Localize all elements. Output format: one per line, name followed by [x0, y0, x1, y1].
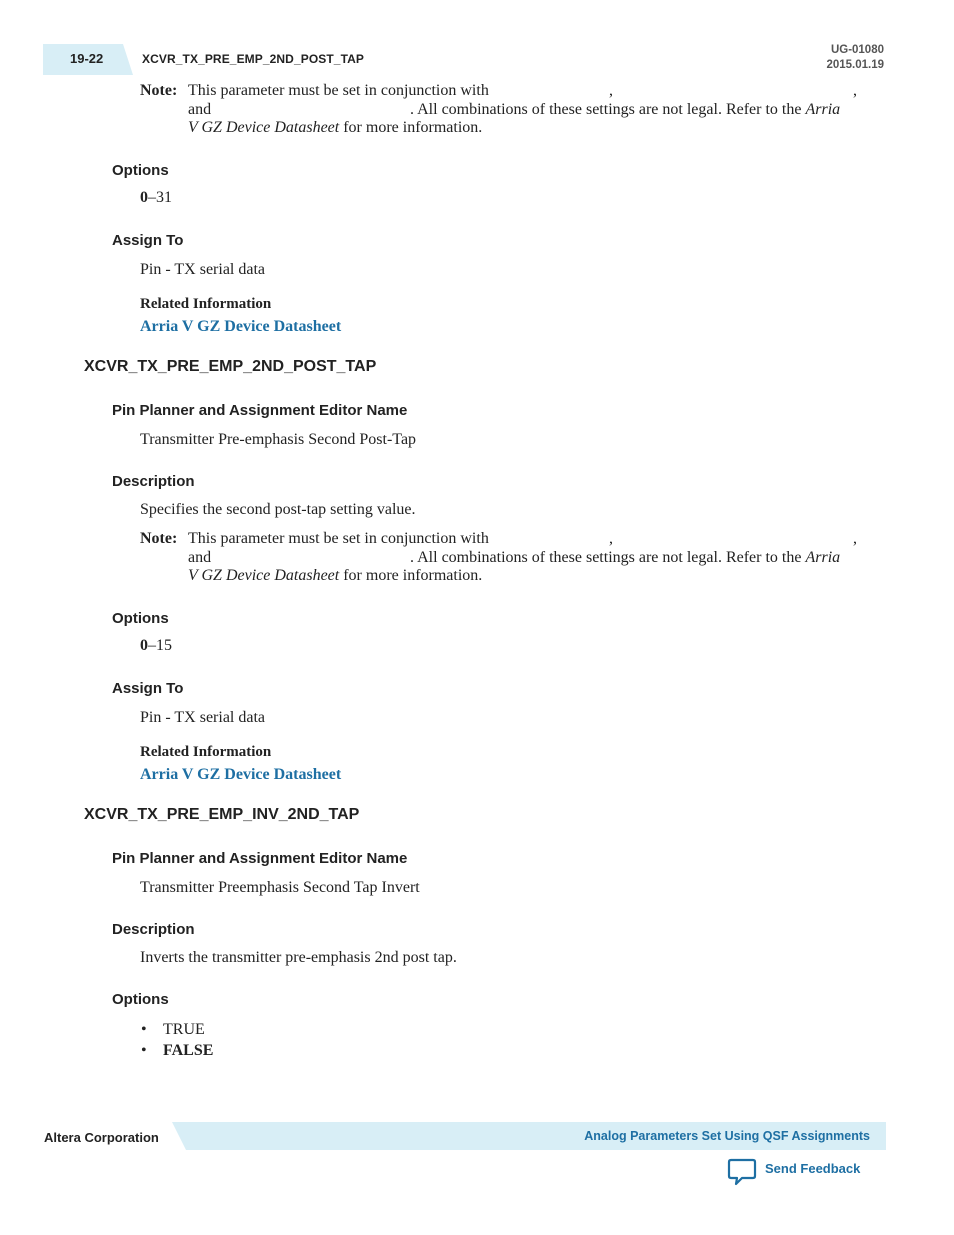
note-line3-rest: for more information. [343, 567, 483, 584]
assign-heading: Assign To [112, 680, 184, 697]
note-line2-italic: Arria [805, 100, 841, 118]
bullet: • [141, 1042, 147, 1059]
list-item [140, 1040, 213, 1061]
assign-value: Pin - TX serial data [140, 261, 266, 278]
assign-heading: Assign To [112, 232, 184, 249]
options-heading: Options [112, 162, 169, 179]
page-number: 19-22 [70, 51, 104, 66]
running-head: XCVR_TX_PRE_EMP_2ND_POST_TAP [142, 52, 364, 66]
description-value: Inverts the transmitter pre-emphasis 2nd post tap. [140, 949, 457, 966]
note-line3-italic: V GZ Device Datasheet [188, 567, 340, 584]
section-title-2nd-post-tap: XCVR_TX_PRE_EMP_2ND_POST_TAP [84, 358, 377, 375]
option-true: TRUE [163, 1021, 205, 1038]
note-line2-b: . All combinations of these settings are not legal. Refer to the [410, 100, 802, 118]
note-line3-rest: for more information. [343, 119, 483, 136]
company-name: Altera Corporation [44, 1130, 159, 1145]
description-heading: Description [112, 921, 195, 938]
note-line1-b: , [609, 530, 613, 547]
options-list [140, 1019, 213, 1061]
options-heading: Options [112, 991, 169, 1008]
note-line1-b: , [609, 82, 613, 99]
pin-planner-value: Transmitter Preemphasis Second Tap Invert [140, 879, 420, 896]
send-feedback-button[interactable] [727, 1158, 860, 1188]
section-title-inv-2nd-tap: XCVR_TX_PRE_EMP_INV_2ND_TAP [84, 806, 360, 823]
note-text [188, 82, 868, 138]
note-line2-a: and [188, 100, 212, 118]
doc-info [826, 43, 884, 73]
doc-id: UG-01080 [830, 44, 884, 56]
pin-planner-value: Transmitter Pre-emphasis Second Post-Tap [140, 431, 417, 448]
chapter-title-link[interactable]: Analog Parameters Set Using QSF Assignments [584, 1129, 870, 1143]
list-item [140, 1019, 213, 1040]
note-label: Note: [140, 530, 178, 547]
datasheet-link[interactable]: Arria V GZ Device Datasheet [140, 318, 342, 335]
speech-bubble-icon [727, 1158, 757, 1186]
options-bold: 0 [140, 189, 148, 206]
note-line1-c: , [853, 82, 857, 99]
datasheet-link[interactable]: Arria V GZ Device Datasheet [140, 766, 342, 783]
description-value: Specifies the second post-tap setting value. [140, 501, 416, 518]
note-line1-a: This parameter must be set in conjunction with [188, 530, 489, 547]
description-heading: Description [112, 473, 195, 490]
options-value [140, 637, 172, 655]
note-line1-a: This parameter must be set in conjunction with [188, 82, 489, 99]
note-text [188, 530, 868, 586]
options-heading: Options [112, 610, 169, 627]
note-line1-c: , [853, 530, 857, 547]
note-line2-a: and [188, 548, 212, 566]
options-bold: 0 [140, 637, 148, 654]
options-rest: –31 [148, 189, 172, 206]
note-line3-italic: V GZ Device Datasheet [188, 119, 340, 136]
send-feedback-label: Send Feedback [765, 1161, 861, 1176]
option-false-default: FALSE [163, 1042, 214, 1059]
pin-planner-heading: Pin Planner and Assignment Editor Name [112, 402, 408, 419]
bullet: • [141, 1021, 147, 1038]
options-rest: –15 [148, 637, 172, 654]
options-value [140, 189, 172, 207]
note-label: Note: [140, 82, 178, 99]
pin-planner-heading: Pin Planner and Assignment Editor Name [112, 850, 408, 867]
note-line2-b: . All combinations of these settings are not legal. Refer to the [410, 548, 802, 566]
related-info-label: Related Information [140, 744, 272, 760]
assign-value: Pin - TX serial data [140, 709, 266, 726]
doc-date: 2015.01.19 [826, 59, 884, 71]
note-line2-italic: Arria [805, 548, 841, 566]
related-info-label: Related Information [140, 296, 272, 312]
